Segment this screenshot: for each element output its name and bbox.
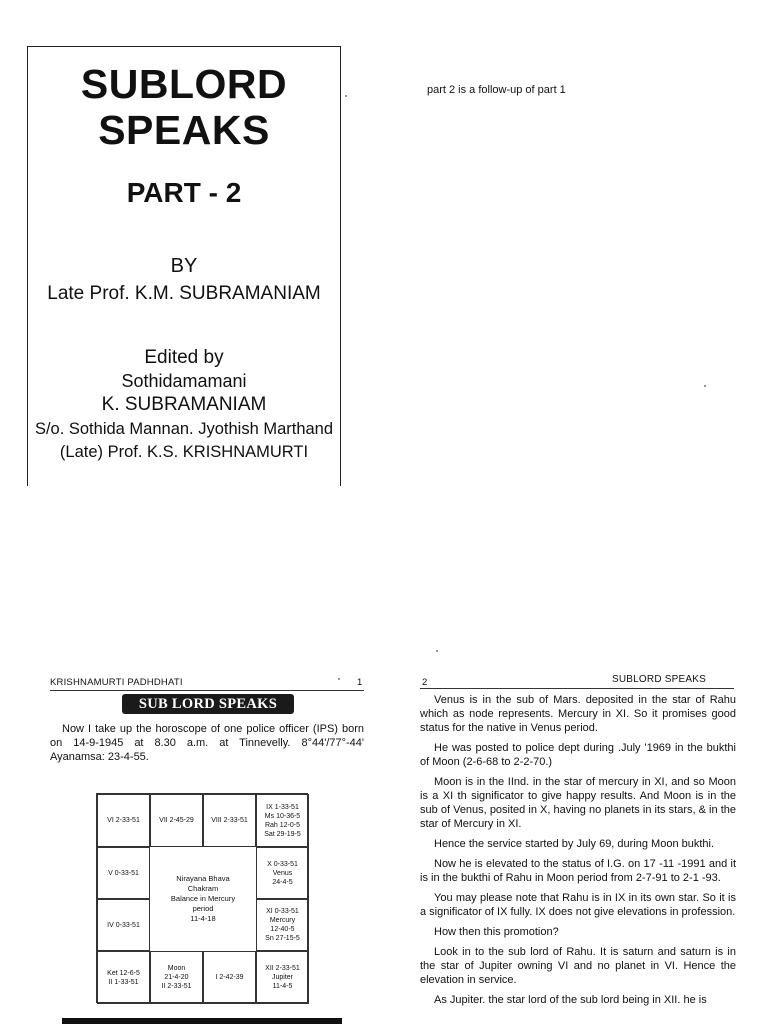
cover-editor-relation: S/o. Sothida Mannan. Jyothish Marthand [34,420,334,438]
left-page-number: 1 [357,677,363,688]
chart-cell-top-3: VIII 2-33-51 [203,794,256,847]
chart-cell-top-4: IX 1-33-51 Ms 10-36-5 Rah 12-0-5 Sat 29-19-5 [256,794,309,847]
right-page-body [420,693,736,1013]
chart-cell-bottom-4: XII 2-33-51 Jupiter 11-4-5 [256,951,309,1004]
followup-note: part 2 is a follow-up of part 1 [427,84,566,96]
cover-editor-name: K. SUBRAMANIAM [101,394,267,415]
cover-editor-title: Sothidamamani [121,371,247,391]
cover-page [27,46,341,486]
cover-editor-father: (Late) Prof. K.S. KRISHNAMURTI [59,443,309,461]
right-page-number: 2 [422,677,428,688]
speck [436,650,438,652]
body-paragraph: Look in to the sub lord of Rahu. It is saturn and saturn is in the star of Jupiter owning VI and no planet in VI. Hence the elevation in service. [420,946,736,986]
chart-cell-bottom-2: Moon 21-4-20 II 2-33-51 [150,951,203,1004]
intro-paragraph: Now I take up the horoscope of one police officer (IPS) born on 14-9-1945 at 8.30 a.m. at Tinnevelly. 8°44'/77°-44' Ayanamsa: 23-4-55. [50,723,364,763]
next-banner-edge [62,1018,342,1024]
body-paragraph: You may please note that Rahu is in IX in its own star. So it is a significator of IX fully. IX does not give elevations in profession. [420,892,736,918]
body-paragraph: He was posted to police dept during .July '1969 in the bukthi of Moon (2-6-68 to 2-2-70.) [420,742,736,768]
body-paragraph: Moon is in the IInd. in the star of mercury in XI, and so Moon is a XI th significator to give happy results. And Moon is in the sub of Venus, posited in X, having no planets in its stars, & in the star of Mercury in XI. [420,776,736,830]
chart-center-label: Nirayana Bhava Chakram Balance in Mercury period 11-4-18 [170,874,236,923]
chart-cell-top-1: VI 2-33-51 [97,794,150,847]
cover-by: BY [170,255,198,277]
body-paragraph: How then this promotion? [434,926,559,938]
bhava-chart [96,793,308,1003]
chart-cell-right-1: X 0-33-51 Venus 24-4-5 [256,847,309,899]
chart-cell-left-2: IV 0-33-51 [97,899,150,951]
body-paragraph: Venus is in the sub of Mars. deposited in the star of Rahu which as node represents. Mercury in XI. So it promises good status for the native in Venus period. [420,694,736,734]
cover-title-line2: SPEAKS [98,107,270,153]
cover-author: Late Prof. K.M. SUBRAMANIAM [47,283,321,304]
chapter-banner: SUB LORD SPEAKS [122,694,294,714]
chart-cell-left-1: V 0-33-51 [97,847,150,899]
right-page-header: SUBLORD SPEAKS [612,674,706,685]
chart-cell-top-2: VII 2-45-29 [150,794,203,847]
body-paragraph: Now he is elevated to the status of I.G. on 17 -11 -1991 and it is in the bukthi of Rahu in Moon period from 2-7-91 to 2-1 -93. [420,858,736,884]
intro-text [50,722,364,764]
header-rule [420,688,734,689]
chart-cell-bottom-1: Ket 12-6-5 II 1-33-51 [97,951,150,1004]
header-rule [50,690,364,691]
chart-cell-bottom-3: I 2-42-39 [203,951,256,1004]
speck [704,385,706,387]
left-page-header: KRISHNAMURTI PADHDHATI [50,677,183,688]
body-paragraph: Hence the service started by July 69, during Moon bukthi. [434,838,715,850]
speck [338,678,340,680]
cover-title-line1: SUBLORD [80,61,288,107]
body-paragraph: As Jupiter. the star lord of the sub lord being in XII. he is [434,994,707,1006]
cover-part: PART - 2 [126,177,242,208]
cover-edited-by: Edited by [144,347,224,368]
speck [345,95,347,97]
chart-cell-right-2: XI 0-33-51 Mercury 12-40-5 Sn 27-15-5 [256,899,309,951]
